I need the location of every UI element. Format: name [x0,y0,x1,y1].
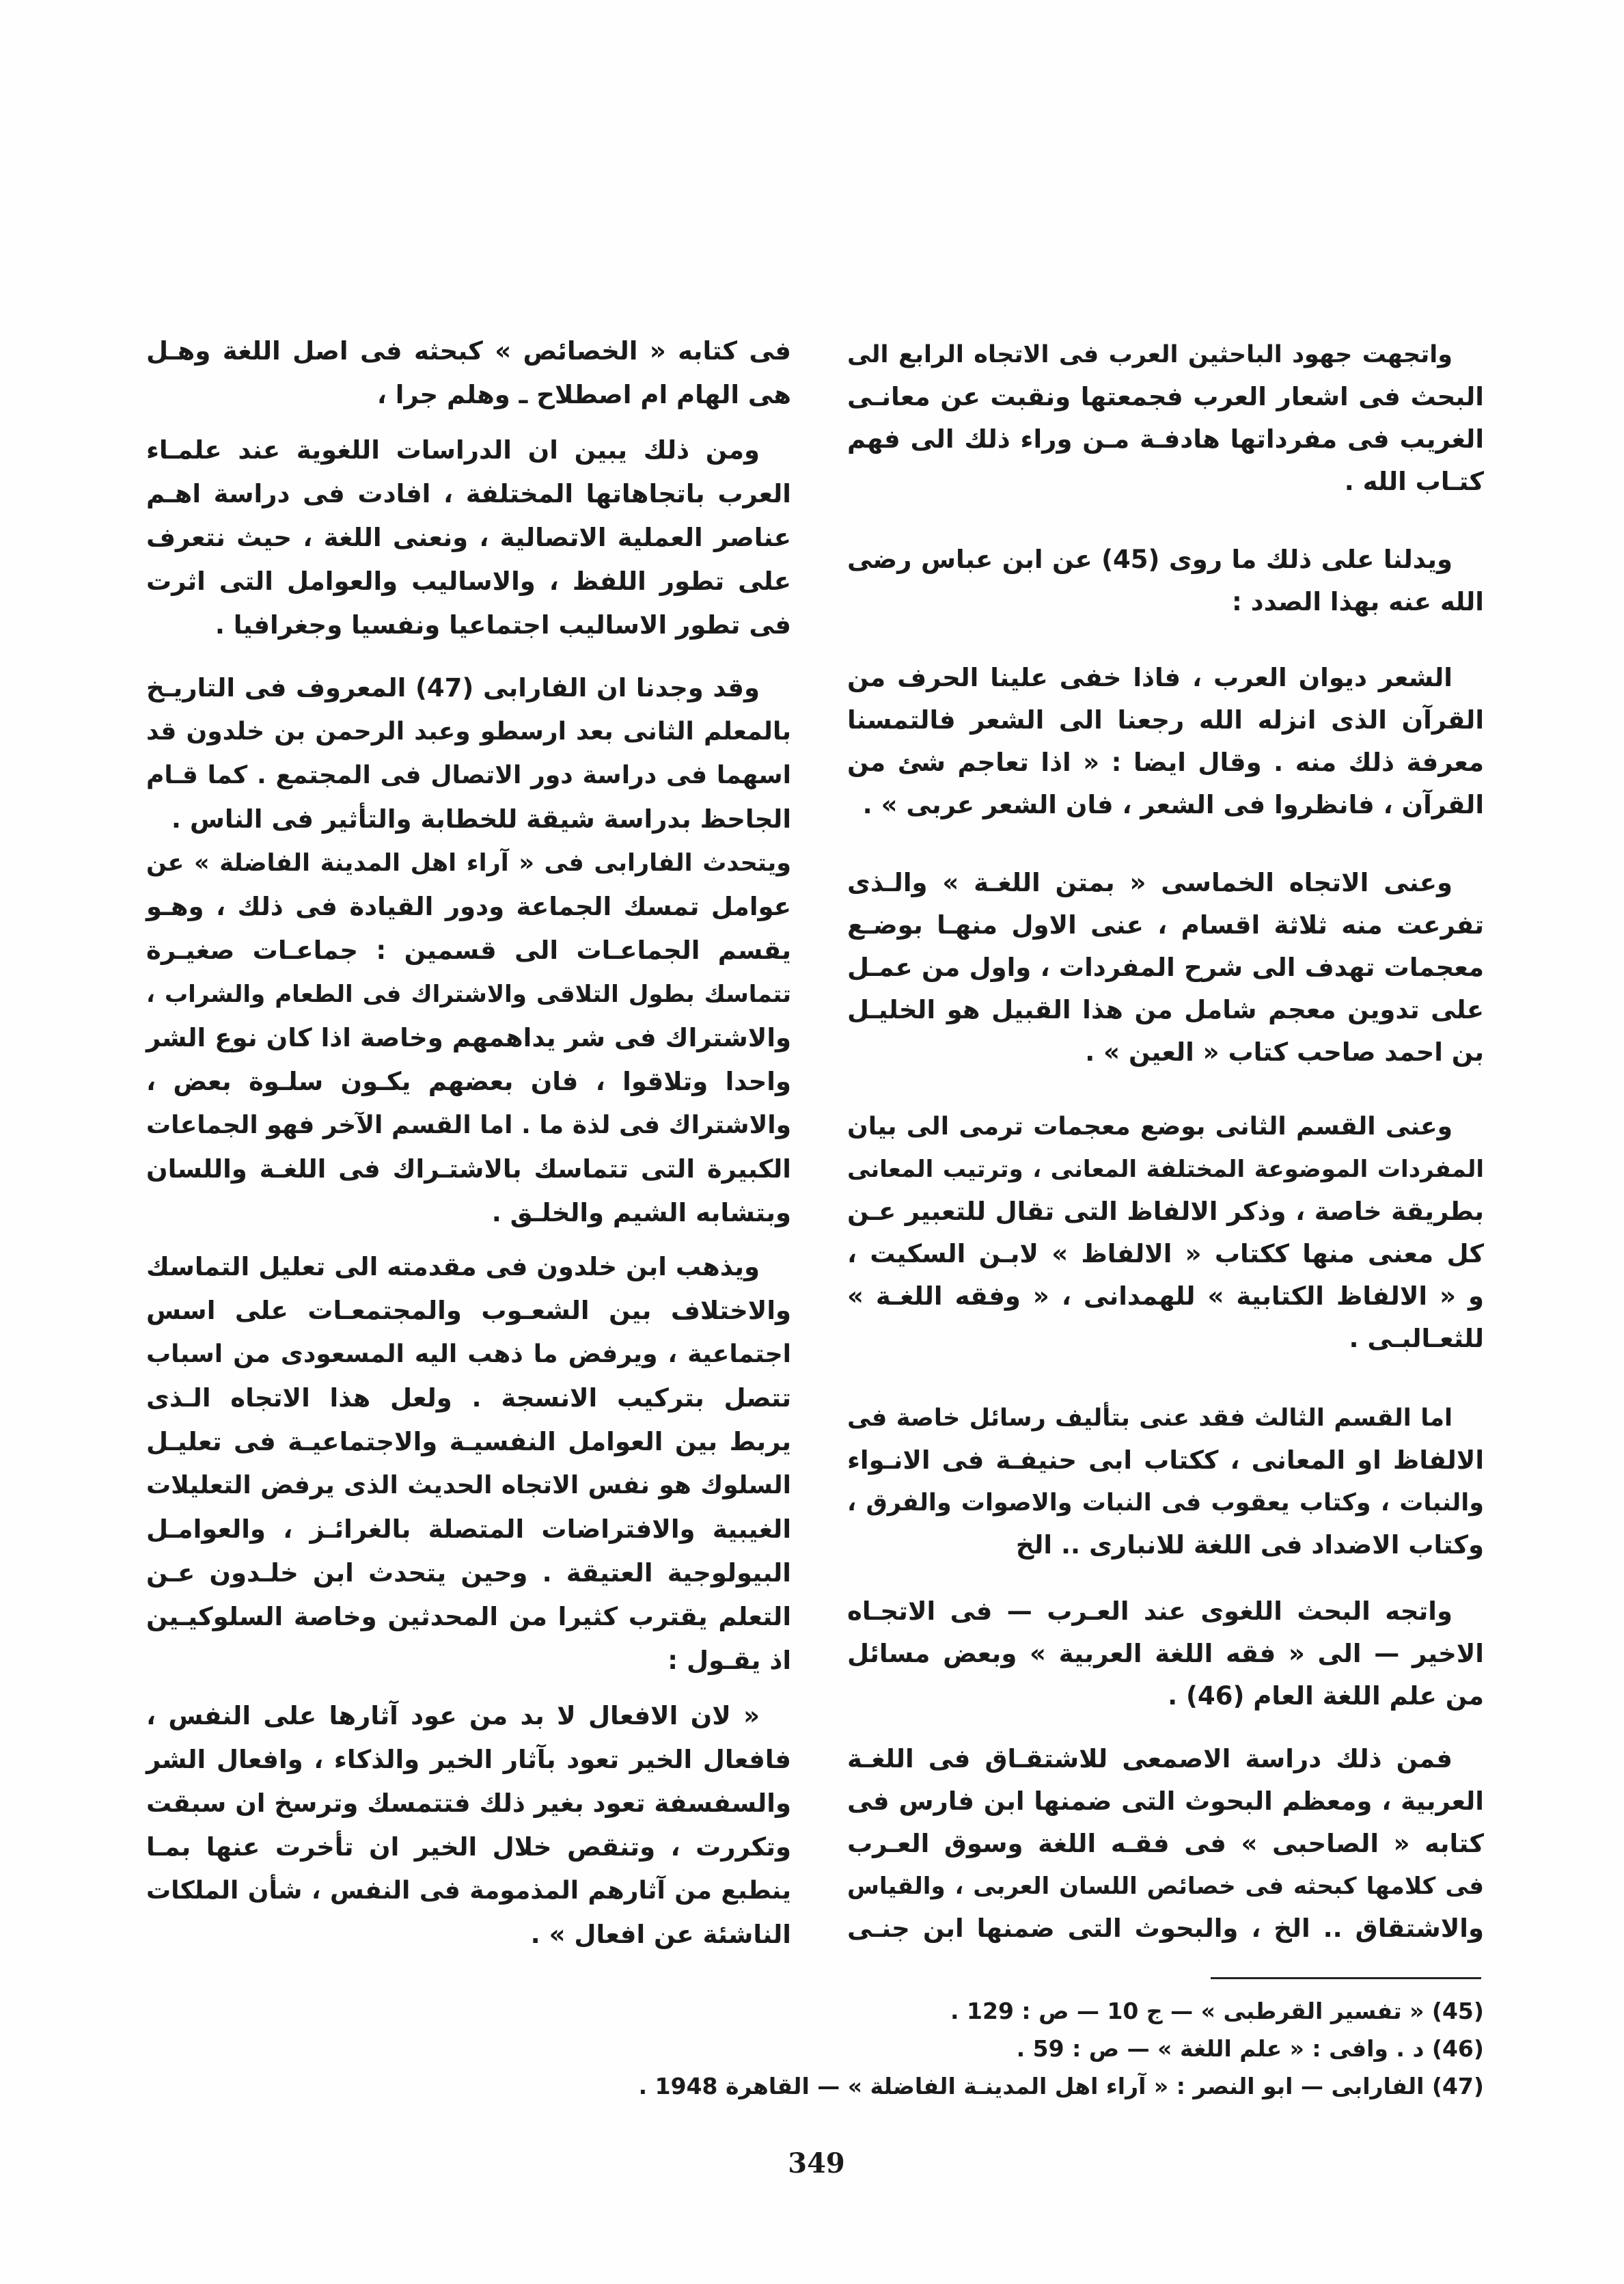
footnote: (46) د . وافى : « علم اللغة » — ص : 59 . [1016,2035,1484,2062]
text-line: الشعر ديوان العرب ، فاذا خفى علينا الحرف من [847,663,1453,692]
paragraph [146,1245,791,1683]
text-line: و « الالفاظ الكتابية » للهمدانى ، « وفقه اللغـة » [847,1281,1484,1311]
footnote-separator [1211,1977,1481,1979]
text-line: اسهما فى دراسة دور الاتصال فى المجتمع . كما قـام [146,761,791,789]
text-line: البحث فى اشعار العرب فجمعتها ونقبت عن معانـى [847,382,1484,411]
text-line: اذ يقـول : [668,1646,791,1675]
footnote: (47) الفارابى — ابو النصر : « آراء اهل المدينـة الفاضلة » — القاهرة 1948 . [638,2073,1484,2099]
text-line: التعلم يقترب كثيرا من المحدثين وخاصة السلوكيـين [146,1602,791,1631]
text-line: تتصل بتركيب الانسجة . ولعل هذا الاتجاه الـذى [146,1383,791,1413]
text-line: عناصر العملية الاتصالية ، ونعنى اللغة ، حيث نتعرف [146,523,791,552]
text-line: « لان الافعال لا بد من عود آثارها على النفس ، [146,1701,760,1730]
text-line: الالفاظ او المعانى ، ككتاب ابى حنيفـة فى الانـواء [847,1445,1484,1475]
text-line: ويدلنا على ذلك ما روى (45) عن ابن عباس رضى [847,545,1453,574]
quotation-paragraph [146,1694,791,1957]
text-line: وعنى القسم الثانى بوضع معجمات ترمى الى بيان [847,1113,1453,1141]
footnote: (45) « تفسير القرطبى » — ج 10 — ص : 129 . [950,1998,1484,2024]
paragraph [146,666,791,1235]
text-line: فى كلامها كبحثه فى خصائص اللسان العربى ، والقياس [847,1873,1484,1900]
paragraph [847,862,1484,1074]
text-line: الاخير — الى « فقه اللغة العربية » وبعض مسائل [847,1639,1484,1668]
text-line: المفردات الموضوعة المختلفة المعانى ، وترتيب المعانى [847,1156,1484,1183]
text-line: من علم اللغة العام (46) . [1168,1681,1484,1711]
text-line: كل معنى منها ككتاب « الالفاظ » لابـن السكيت ، [847,1239,1484,1268]
text-line: فى كتابه « الخصائص » كبحثه فى اصل اللغة وهـل [146,336,791,366]
text-line: ينطبع من آثارهم المذمومة فى النفس ، شأن الملكات [146,1877,791,1905]
paragraph [847,334,1484,503]
text-line: واحدا وتلاقوا ، فان بعضهم يكـون سلـوة بعض ، [146,1067,791,1096]
paragraph [146,329,791,417]
text-line: الغيبية والافتراضات المتصلة بالغرائـز ، والعوامـل [146,1514,791,1544]
text-line: بطريقة خاصة ، وذكر الالفاظ التى تقال للتعبير عـن [847,1197,1484,1226]
text-line: الغريب فى مفرداتها هادفـة مـن وراء ذلك الى فهم [847,424,1484,454]
text-line: بالمعلم الثانى بعد ارسطو وعبد الرحمن بن خلدون قد [146,718,791,746]
text-line: فى تطور الاساليب اجتماعيا ونفسيا وجغرافيا . [215,610,791,640]
text-line: ويذهب ابن خلدون فى مقدمته الى تعليل التماسك [146,1252,760,1281]
text-line: القرآن الذى انزله الله رجعنا الى الشعر فالتمسنا [847,705,1484,735]
text-line: البيولوجية العتيقة . وحين يتحدث ابن خلـدون عـن [146,1558,791,1588]
text-line: الله عنه بهذا الصدد : [1231,587,1484,616]
text-line: العرب باتجاهاتها المختلفة ، افادت فى دراسة اهـم [146,479,791,508]
text-line: والاشتقاق .. الخ ، والبحوث التى ضمنها ابن جنـى [847,1914,1484,1943]
text-line: والنبات ، وكتاب يعقوب فى النبات والاصوات والفرق ، [847,1489,1484,1517]
text-line: والسفسفة تعود بغير ذلك فتتمسك وترسخ ان سبقت [146,1789,791,1818]
text-line: عوامل تمسك الجماعة ودور القيادة فى ذلك ، وهـو [146,892,791,921]
text-line: كتابه « الصاحبى » فى فقـه اللغة وسوق العـرب [847,1829,1484,1858]
text-line: والاشتراك فى شر يداهمهم وخاصة اذا كان نوع الشر [146,1023,791,1052]
text-line: وتكررت ، وتنقص خلال الخير ان تأخرت عنها بمـا [146,1832,791,1862]
text-line: يربط بين العوامل النفسيـة والاجتماعيـة فى تعليـل [146,1427,791,1456]
text-line: اما القسم الثالث فقد عنى بتأليف رسائل خاصة فى [847,1404,1453,1432]
paragraph [847,1738,1484,1950]
paragraph [847,1106,1484,1360]
text-line: اجتماعية ، ويرفض ما ذهب اليه المسعودى من اسباب [146,1340,791,1368]
text-line: يقسم الجماعـات الى قسمين : جماعـات صغيـرة [146,936,791,965]
paragraph [847,1397,1484,1566]
paragraph [847,657,1484,826]
text-line: على تدوين معجم شامل من هذا القبيل هو الخليـل [847,995,1484,1024]
text-line: بن احمد صاحب كتاب « العين » . [1085,1037,1484,1067]
text-line: على تطور اللفظ ، والاساليب والعوامل التى اثرت [146,567,791,596]
paragraph [847,1590,1484,1717]
page-number: 349 [788,2147,845,2179]
text-line: واتجهت جهود الباحثين العرب فى الاتجاه الرابع الى [847,341,1453,368]
text-line: والاشتراك فى لذة ما . اما القسم الآخر فهو الجماعات [146,1111,791,1139]
text-line: هى الهام ام اصطلاح ـ وهلم جرا ، [376,380,791,409]
text-line: وقد وجدنا ان الفارابى (47) المعروف فى التاريـخ [146,673,760,703]
text-line: الكبيرة التى تتماسك بالاشتـراك فى اللغـة واللسان [146,1154,791,1184]
text-line: ومن ذلك يبين ان الدراسات اللغوية عند علمـاء [146,435,760,465]
text-line: وعنى الاتجاه الخماسى « بمتن اللغـة » والـذى [847,868,1453,897]
paragraph [146,429,791,647]
text-line: الناشئة عن افعال » . [530,1920,791,1949]
text-line: معرفة ذلك منه . وقال ايضا : « اذا تعاجم شئ من [847,748,1484,777]
text-line: ويتحدث الفارابى فى « آراء اهل المدينة الفاضلة » عن [146,849,791,877]
left-column [146,329,791,1957]
paragraph [847,539,1484,623]
text-line: القرآن ، فانظروا فى الشعر ، فان الشعر عربى » . [862,790,1484,819]
text-line: السلوك هو نفس الاتجاه الحديث الذى يرفض التعليلات [146,1471,791,1499]
footnotes [148,1992,1484,2105]
text-line: فمن ذلك دراسة الاصمعى للاشتقـاق فى اللغـة [847,1744,1453,1773]
text-line: العربية ، ومعظم البحوث التى ضمنها ابن فارس فى [847,1786,1484,1816]
text-line: للثعـالبـى . [1349,1324,1484,1353]
text-line: تتماسك بطول التلاقى والاشتراك فى الطعام والشراب ، [146,981,791,1008]
text-line: فافعال الخير تعود بآثار الخير والذكاء ، وافعال الشر [146,1745,791,1774]
right-column [847,334,1484,1950]
text-line: معجمات تهدف الى شرح المفردات ، واول من عمـل [847,953,1484,982]
text-line: والاختلاف بين الشعـوب والمجتمعـات على اسس [146,1296,791,1325]
text-line: الجاحظ بدراسة شيقة للخطابة والتأثير فى الناس . [171,804,791,834]
text-line: كتـاب الله . [1344,467,1484,496]
text-line: وبتشابه الشيم والخلـق . [491,1198,791,1227]
text-line: وكتاب الاضداد فى اللغة للانبارى .. الخ [1015,1530,1484,1560]
text-line: واتجه البحث اللغوى عند العـرب — فى الاتجـاه [847,1596,1453,1626]
text-line: تفرعت منه ثلاثة اقسام ، عنى الاول منهـا بوضـع [847,910,1484,940]
